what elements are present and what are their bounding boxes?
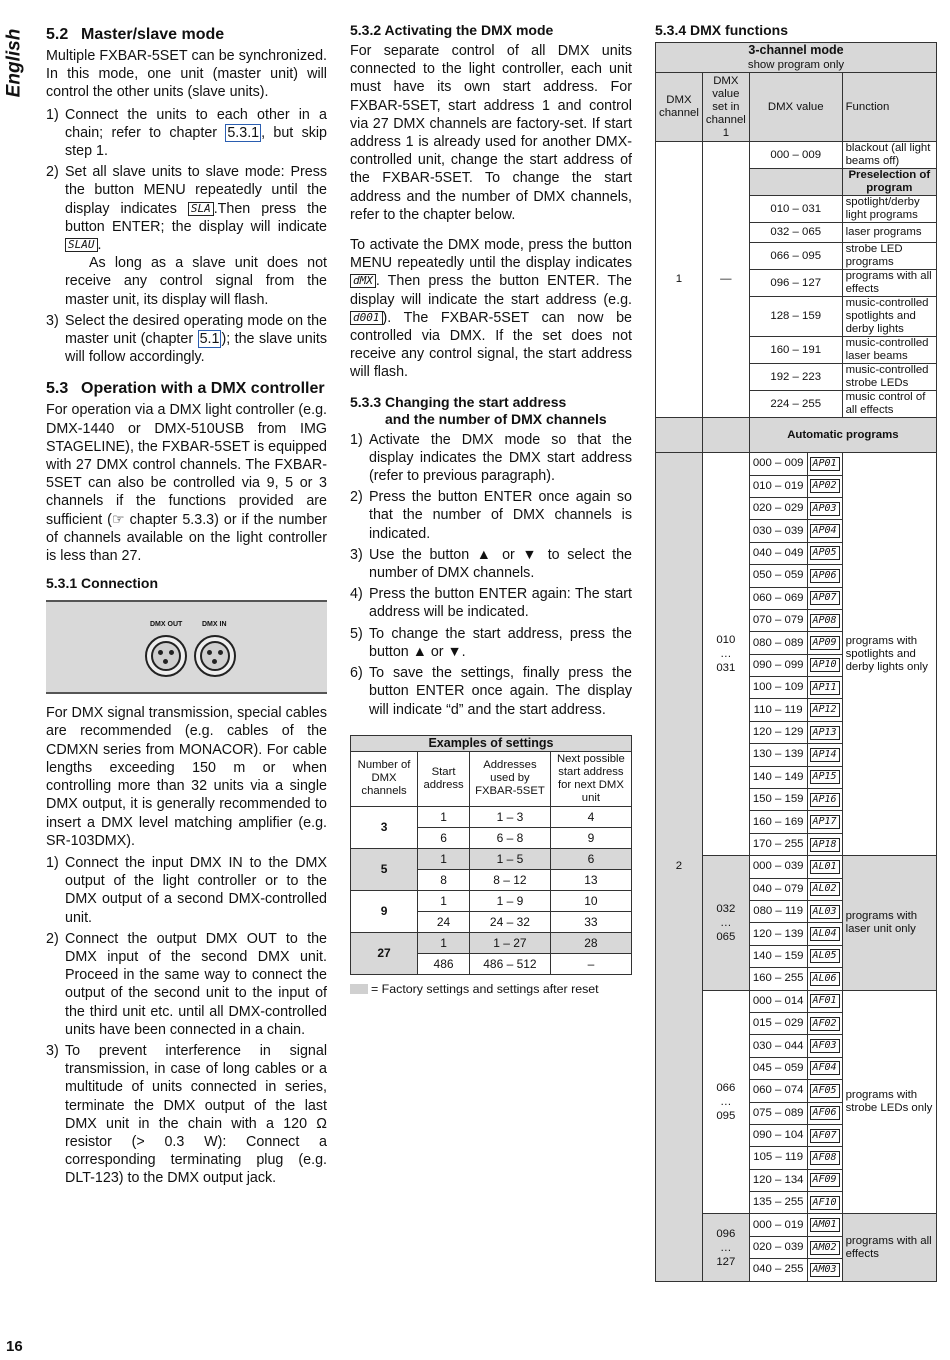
display-cell (807, 766, 842, 788)
list-text: Activate the DMX mode so that the display indicates the DMX start address (refer to previous paragraph). (369, 431, 632, 485)
text: ); the slave units will follow accordingly. (65, 331, 327, 366)
table-row (656, 142, 937, 169)
heading-title: Operation with a DMX controller (81, 380, 325, 398)
table-cell: 6 (550, 848, 631, 869)
table-cell: 8 (418, 869, 470, 890)
channel-cell: 1 (656, 142, 703, 418)
text: As long as a slave unit does not receive any control signal from the master unit, its display will flash. (65, 255, 327, 308)
table-cell: 1 – 27 (470, 932, 551, 953)
display-cell (807, 1147, 842, 1169)
dmx-value-cell: 100 – 109 (749, 677, 807, 699)
list-text: To prevent interference in signal transmission, in case of long cables or a multitude of units connected in series, terminate the DMX output of the last DMX unit in the chain with a 120 Ω resistor (> 0.3 W): Connect a corresponding terminating plug (e.g. DLT-123) to the DMX output jack. (65, 1042, 327, 1187)
display-readout: AF01 (810, 994, 840, 1008)
paragraph (350, 236, 632, 382)
set-value-line: … (720, 916, 732, 929)
list-number: 3) (46, 1042, 59, 1059)
list-number: 3) (46, 312, 59, 329)
display-cell (807, 453, 842, 475)
column-header: Start address (418, 751, 470, 806)
display-cell (807, 968, 842, 990)
dmx-value-cell: 045 – 059 (749, 1057, 807, 1079)
list-number: 2) (46, 164, 59, 181)
display-cell (807, 1102, 842, 1124)
dmx-value-cell: 120 – 139 (749, 923, 807, 945)
mode-header (656, 43, 937, 73)
heading-5-3-2: 5.3.2 Activating the DMX mode (350, 22, 554, 38)
dmx-value-cell: 040 – 079 (749, 878, 807, 900)
table-cell: 10 (550, 890, 631, 911)
heading-5-3-3: 5.3.3 Changing the start address (350, 393, 567, 410)
display-cell (807, 1124, 842, 1146)
dmx-jacks-illustration (46, 600, 327, 694)
list-item (46, 1042, 327, 1188)
dmx-out-label: DMX OUT (150, 621, 183, 629)
dmx-value-cell: 070 – 079 (749, 609, 807, 631)
display-readout: AL03 (810, 905, 840, 919)
heading-5-2 (46, 26, 327, 44)
display-readout: AF08 (810, 1151, 840, 1165)
dmx-value-cell: 000 – 014 (749, 990, 807, 1012)
table-row (351, 890, 632, 911)
table-row (351, 806, 632, 827)
display-cell (807, 1236, 842, 1258)
display-readout: AP09 (810, 636, 840, 650)
function-cell: blackout (all light beams off) (842, 142, 936, 169)
column-header: DMX channel (656, 73, 703, 142)
function-cell: Preselection of program (842, 169, 936, 196)
list-number: 1) (46, 854, 59, 871)
language-label: English (3, 28, 25, 98)
display-cell (807, 520, 842, 542)
display-readout: AP06 (810, 569, 840, 583)
table-cell: 1 – 9 (470, 890, 551, 911)
list-number: 6) (350, 665, 363, 682)
chapter-link[interactable]: 5.1 (199, 331, 220, 348)
function-cell: programs with spotlights and derby lights only (842, 453, 936, 856)
dmx-value-cell: 075 – 089 (749, 1102, 807, 1124)
set-value-line: … (720, 1241, 732, 1254)
list-item (350, 664, 632, 719)
dmx-value-cell: 015 – 029 (749, 1012, 807, 1034)
display-cell (807, 901, 842, 923)
function-cell: music-controlled strobe LEDs (842, 364, 936, 391)
table-cell: 24 (418, 911, 470, 932)
chapter-link[interactable]: 5.3.1 (227, 124, 260, 141)
table-row (351, 932, 632, 953)
column-right (655, 22, 937, 1282)
list-item (350, 488, 632, 543)
dmx-value-cell: 128 – 159 (749, 297, 842, 337)
set-value-line: 127 (716, 1255, 736, 1268)
dmx-value-cell: 040 – 255 (749, 1259, 807, 1281)
display-cell (807, 945, 842, 967)
table-cell: 1 (418, 890, 470, 911)
list-text: To save the settings, finally press the button ENTER once again. The display will indicate “d” and the start address. (369, 665, 632, 718)
display-readout: AP15 (810, 770, 840, 784)
text: , but skip step 1. (65, 124, 327, 160)
heading-5-3-4: 5.3.4 DMX functions (655, 22, 789, 38)
table-cell: 24 – 32 (470, 911, 551, 932)
display-readout: AF10 (810, 1196, 840, 1210)
display-readout: AM02 (810, 1241, 840, 1255)
text: To activate the DMX mode, press the button MENU repeatedly until the display indicates (350, 237, 632, 272)
dmx-in-jack (194, 635, 236, 677)
table-row (351, 848, 632, 869)
display-readout: AL06 (810, 972, 840, 986)
display-readout: AF04 (810, 1061, 840, 1075)
display-cell (807, 1169, 842, 1191)
display-cell (807, 654, 842, 676)
dmx-value-cell: 032 – 065 (749, 223, 842, 243)
display-readout: d001 (350, 311, 383, 325)
function-cell: spotlight/derby light programs (842, 196, 936, 223)
jack-socket (200, 641, 230, 671)
display-cell (807, 475, 842, 497)
dmx-value-cell: 192 – 223 (749, 364, 842, 391)
display-cell (807, 632, 842, 654)
table-cell: 1 – 5 (470, 848, 551, 869)
dmx-value-cell: 140 – 149 (749, 766, 807, 788)
list-item (350, 625, 632, 661)
display-cell (807, 744, 842, 766)
paragraph: For operation via a DMX light controller (e.g. DMX-1440 or DMX-510USB from IMG STAGELINE), the FXBAR-5SET is equipped with 27 DMX control channels. The FXBAR-5SET can also be controlled via 9, 5 or 3 channels if the functions provided are sufficient (☞ chapter 5.3.3) or if the number of channels available on the light controller is less than 27. (46, 402, 327, 565)
dmx-value-cell: 030 – 044 (749, 1035, 807, 1057)
display-cell (807, 565, 842, 587)
blank-cell (656, 418, 703, 453)
dmx-value-cell: 130 – 139 (749, 744, 807, 766)
display-cell (807, 990, 842, 1012)
list-number: 2) (350, 489, 363, 506)
page-number: 16 (6, 1338, 23, 1355)
display-cell (807, 1035, 842, 1057)
list-number: 1) (350, 431, 363, 448)
display-cell (807, 811, 842, 833)
display-readout: AP07 (810, 591, 840, 605)
list-text: Connect the input DMX IN to the DMX output of the light controller or to the DMX output of a second DMX-controlled unit. (65, 854, 327, 926)
display-cell (807, 1080, 842, 1102)
auto-programs-header: Automatic programs (749, 418, 936, 453)
display-readout: AF07 (810, 1129, 840, 1143)
text: Connect the units to each other in a chain; refer to chapter (65, 106, 327, 141)
text: Select the desired operating mode on the master unit (chapter (65, 312, 327, 348)
display-readout: AL01 (810, 860, 840, 874)
text: ). The FXBAR-5SET can now be controlled via DMX. If the set does not receive any control signal, the start address will flash. (350, 309, 632, 381)
display-readout: AL05 (810, 949, 840, 963)
dmx-value-cell: 000 – 009 (749, 142, 842, 169)
list-text: To change the start address, press the button ▲ or ▼. (369, 625, 632, 660)
dmx-value-cell: 000 – 019 (749, 1214, 807, 1236)
display-cell (807, 587, 842, 609)
table-cell: 13 (550, 869, 631, 890)
display-readout: AM01 (810, 1218, 840, 1232)
dmx-value-cell: 140 – 159 (749, 945, 807, 967)
display-readout: AF06 (810, 1106, 840, 1120)
column-left (46, 22, 327, 1191)
display-readout: AP10 (810, 658, 840, 672)
set-value-cell (702, 453, 749, 856)
display-readout: SLAU (65, 238, 98, 252)
display-readout: SLA (188, 202, 214, 216)
dmx-value-cell: 080 – 119 (749, 901, 807, 923)
dmx-value-cell: 040 – 049 (749, 542, 807, 564)
dmx-value-cell: 105 – 119 (749, 1147, 807, 1169)
heading-5-3 (46, 380, 327, 398)
set-value-cell (702, 856, 749, 990)
dmx-value-cell: 000 – 039 (749, 856, 807, 878)
list-item (46, 854, 327, 927)
function-cell: music control of all effects (842, 391, 936, 418)
set-value-line: … (720, 648, 732, 661)
heading-title: Master/slave mode (81, 26, 225, 43)
dmx-value-cell: 000 – 009 (749, 453, 807, 475)
dmx-value-cell: 060 – 074 (749, 1080, 807, 1102)
heading-5-3-1: 5.3.1 Connection (46, 575, 159, 592)
table-cell: 486 – 512 (470, 953, 551, 974)
table-cell: 1 (418, 932, 470, 953)
display-cell (807, 856, 842, 878)
dmx-value-cell: 110 – 119 (749, 699, 807, 721)
dmx-value-cell: 135 – 255 (749, 1192, 807, 1214)
paragraph: For DMX signal transmission, special cables are recommended (e.g. cables of the CDMXN series from MONACOR). For cable lengths exceeding 150 m or when controlling more than 32 units via a single DMX output, it is generally recommended to insert a DMX level matching amplifier (e.g. SR-103DMX). (46, 705, 327, 849)
dmx-value-cell: 010 – 031 (749, 196, 842, 223)
dmx-value-cell: 120 – 134 (749, 1169, 807, 1191)
table-legend (350, 982, 632, 996)
dmx-in-label: DMX IN (202, 621, 227, 629)
dmx-value-cell: 160 – 191 (749, 337, 842, 364)
display-cell (807, 833, 842, 855)
dmx-value-cell: 020 – 039 (749, 1236, 807, 1258)
display-readout: AP04 (810, 524, 840, 538)
list-text: Press the button ENTER again: The start address will be indicated. (369, 586, 632, 621)
display-readout: AP08 (810, 614, 840, 628)
column-header: Addresses used by FXBAR-5SET (470, 751, 551, 806)
display-cell (807, 609, 842, 631)
list-number: 2) (46, 930, 59, 947)
display-readout: AP03 (810, 502, 840, 516)
set-value-line: 096 (716, 1227, 736, 1240)
table-cell: 9 (550, 827, 631, 848)
dmx-value-cell: 170 – 255 (749, 833, 807, 855)
display-cell (807, 878, 842, 900)
dmx-value-cell: 090 – 104 (749, 1124, 807, 1146)
heading-number: 5.2 (46, 26, 69, 43)
list-number: 4) (350, 586, 363, 603)
table-header-row (351, 751, 632, 806)
dmx-value-cell: 060 – 069 (749, 587, 807, 609)
table-cell: 1 (418, 806, 470, 827)
set-value-cell (702, 990, 749, 1214)
jack-socket (151, 641, 181, 671)
list-item (350, 546, 632, 582)
channels-cell: 9 (351, 890, 418, 932)
table-cell: 33 (550, 911, 631, 932)
display-cell (807, 1192, 842, 1214)
list-number: 5) (350, 625, 363, 642)
dmx-value-cell: 020 – 029 (749, 497, 807, 519)
dmx-functions-table (655, 42, 937, 1282)
steps-master-slave (46, 106, 327, 367)
display-readout: AP11 (810, 681, 840, 695)
display-readout: AF02 (810, 1017, 840, 1031)
list-item (350, 585, 632, 621)
display-readout: AP12 (810, 703, 840, 717)
text: . Then press the button ENTER. The display will indicate the start address (e.g. (350, 273, 632, 308)
list-item (46, 106, 327, 161)
display-cell (807, 542, 842, 564)
display-readout: AL04 (810, 927, 840, 941)
paragraph: Multiple FXBAR-5SET can be synchronized. In this mode, one unit (master unit) will control the other units (slave units). (46, 48, 327, 101)
display-cell (807, 789, 842, 811)
mode-subtitle: show program only (747, 59, 845, 71)
dmx-value-cell: 160 – 169 (749, 811, 807, 833)
dmx-value-cell: 030 – 039 (749, 520, 807, 542)
channels-cell: 3 (351, 806, 418, 848)
set-value-cell: — (702, 142, 749, 418)
table-cell: – (550, 953, 631, 974)
set-value-line: 095 (716, 1110, 736, 1123)
function-cell: music-controlled laser beams (842, 337, 936, 364)
dmx-value-cell: 066 – 095 (749, 243, 842, 270)
function-cell: programs with strobe LEDs only (842, 990, 936, 1214)
set-value-line: 032 (716, 902, 736, 915)
language-tab (4, 28, 26, 98)
steps-connection (46, 854, 327, 1188)
column-header: DMX value set in channel 1 (702, 73, 749, 142)
display-cell (807, 677, 842, 699)
table-cell: 1 – 3 (470, 806, 551, 827)
list-text: Use the button ▲ or ▼ to select the number of DMX channels. (369, 546, 632, 582)
display-readout: AP14 (810, 748, 840, 762)
function-cell: programs with all effects (842, 1214, 936, 1281)
dmx-value-cell: 096 – 127 (749, 270, 842, 297)
display-cell (807, 497, 842, 519)
display-cell (807, 699, 842, 721)
table-header-row (656, 73, 937, 142)
dmx-value-cell: 050 – 059 (749, 565, 807, 587)
set-value-line: 066 (716, 1082, 736, 1095)
steps-start-address (350, 431, 632, 719)
display-readout: dMX (350, 274, 376, 288)
display-readout: AP02 (810, 479, 840, 493)
heading-number: 5.3 (46, 380, 69, 398)
function-cell: programs with all effects (842, 270, 936, 297)
table-row (656, 418, 937, 453)
column-header: Function (842, 73, 936, 142)
list-item (46, 312, 327, 367)
text: . (97, 237, 102, 254)
function-cell: strobe LED programs (842, 243, 936, 270)
table-body (656, 43, 937, 1282)
display-readout: AF05 (810, 1084, 840, 1098)
column-header: Next possible start address for next DMX unit (550, 751, 631, 806)
legend-text: = Factory settings and settings after reset (371, 981, 599, 996)
paragraph: For separate control of all DMX units connected to the light controller, each unit must have its own start address. For FXBAR-5SET, start address 1 and control via 27 DMX channels are factory-set. If start address 1 is already used for another DMX-controlled unit, change the start address of the FXBAR-5SET. To change the start address and the number of DMX channels, refer to the chapter below. (350, 43, 632, 223)
channel-cell: 2 (656, 453, 703, 1281)
mode-title: 3-channel mode (748, 43, 844, 57)
legend-swatch (350, 984, 368, 994)
set-value-line: … (720, 1096, 732, 1109)
column-middle (350, 22, 632, 996)
dmx-value-cell: 224 – 255 (749, 391, 842, 418)
set-value-line: 010 (716, 634, 736, 647)
column-header: DMX value (749, 73, 842, 142)
dmx-value-cell: 010 – 019 (749, 475, 807, 497)
display-readout: AP05 (810, 546, 840, 560)
display-readout: AP16 (810, 793, 840, 807)
set-value-line: 031 (716, 662, 736, 675)
list-text: Press the button ENTER once again so that the number of DMX channels is indicated. (369, 489, 632, 542)
table-cell: 6 (418, 827, 470, 848)
list-number: 3) (350, 546, 363, 563)
display-readout: AL02 (810, 882, 840, 896)
table-cell: 8 – 12 (470, 869, 551, 890)
display-cell (807, 1012, 842, 1034)
table-row (656, 453, 937, 475)
set-value-line: 065 (716, 930, 736, 943)
table-cell: 6 – 8 (470, 827, 551, 848)
function-cell: laser programs (842, 223, 936, 243)
table-cell (749, 169, 842, 196)
display-cell (807, 721, 842, 743)
display-readout: AP01 (810, 457, 840, 471)
display-cell (807, 1259, 842, 1281)
list-item (350, 431, 632, 486)
dmx-value-cell: 120 – 129 (749, 721, 807, 743)
display-readout: AM03 (810, 1263, 840, 1277)
table-cell: 1 (418, 848, 470, 869)
dmx-out-jack (145, 635, 187, 677)
display-cell (807, 1214, 842, 1236)
function-cell: programs with laser unit only (842, 856, 936, 990)
table-cell: 4 (550, 806, 631, 827)
function-cell: music-controlled spotlights and derby lights (842, 297, 936, 337)
table-cell: 28 (550, 932, 631, 953)
display-cell (807, 923, 842, 945)
dmx-value-cell: 090 – 099 (749, 654, 807, 676)
dmx-value-cell: 080 – 089 (749, 632, 807, 654)
list-text: Connect the output DMX OUT to the DMX input of the second DMX unit. Proceed in the same way to connect the output of the second unit to the input of the third unit etc. until all DMX-controlled units have been connected in a chain. (65, 930, 327, 1038)
table-row (656, 43, 937, 73)
examples-table (350, 735, 632, 975)
display-readout: AF03 (810, 1039, 840, 1053)
dmx-value-cell: 150 – 159 (749, 789, 807, 811)
column-header: Number of DMX channels (351, 751, 418, 806)
display-readout: AP18 (810, 838, 840, 852)
table-title: Examples of settings (351, 735, 632, 751)
table-body (351, 806, 632, 974)
list-item (46, 930, 327, 1039)
set-value-cell (702, 1214, 749, 1281)
display-readout: AP13 (810, 726, 840, 740)
channels-cell: 5 (351, 848, 418, 890)
display-cell (807, 1057, 842, 1079)
text: .Then press the button ENTER; the display will indicate (65, 200, 327, 235)
text: Set all slave units to slave mode: Press the button MENU repeatedly until the display indicates (65, 164, 327, 217)
list-item (46, 163, 327, 309)
list-number: 1) (46, 106, 59, 123)
heading-5-3-3-line2: and the number of DMX channels (385, 410, 607, 427)
table-cell: 486 (418, 953, 470, 974)
channels-cell: 27 (351, 932, 418, 974)
display-readout: AF09 (810, 1173, 840, 1187)
display-readout: AP17 (810, 815, 840, 829)
blank-cell (702, 418, 749, 453)
dmx-value-cell: 160 – 255 (749, 968, 807, 990)
